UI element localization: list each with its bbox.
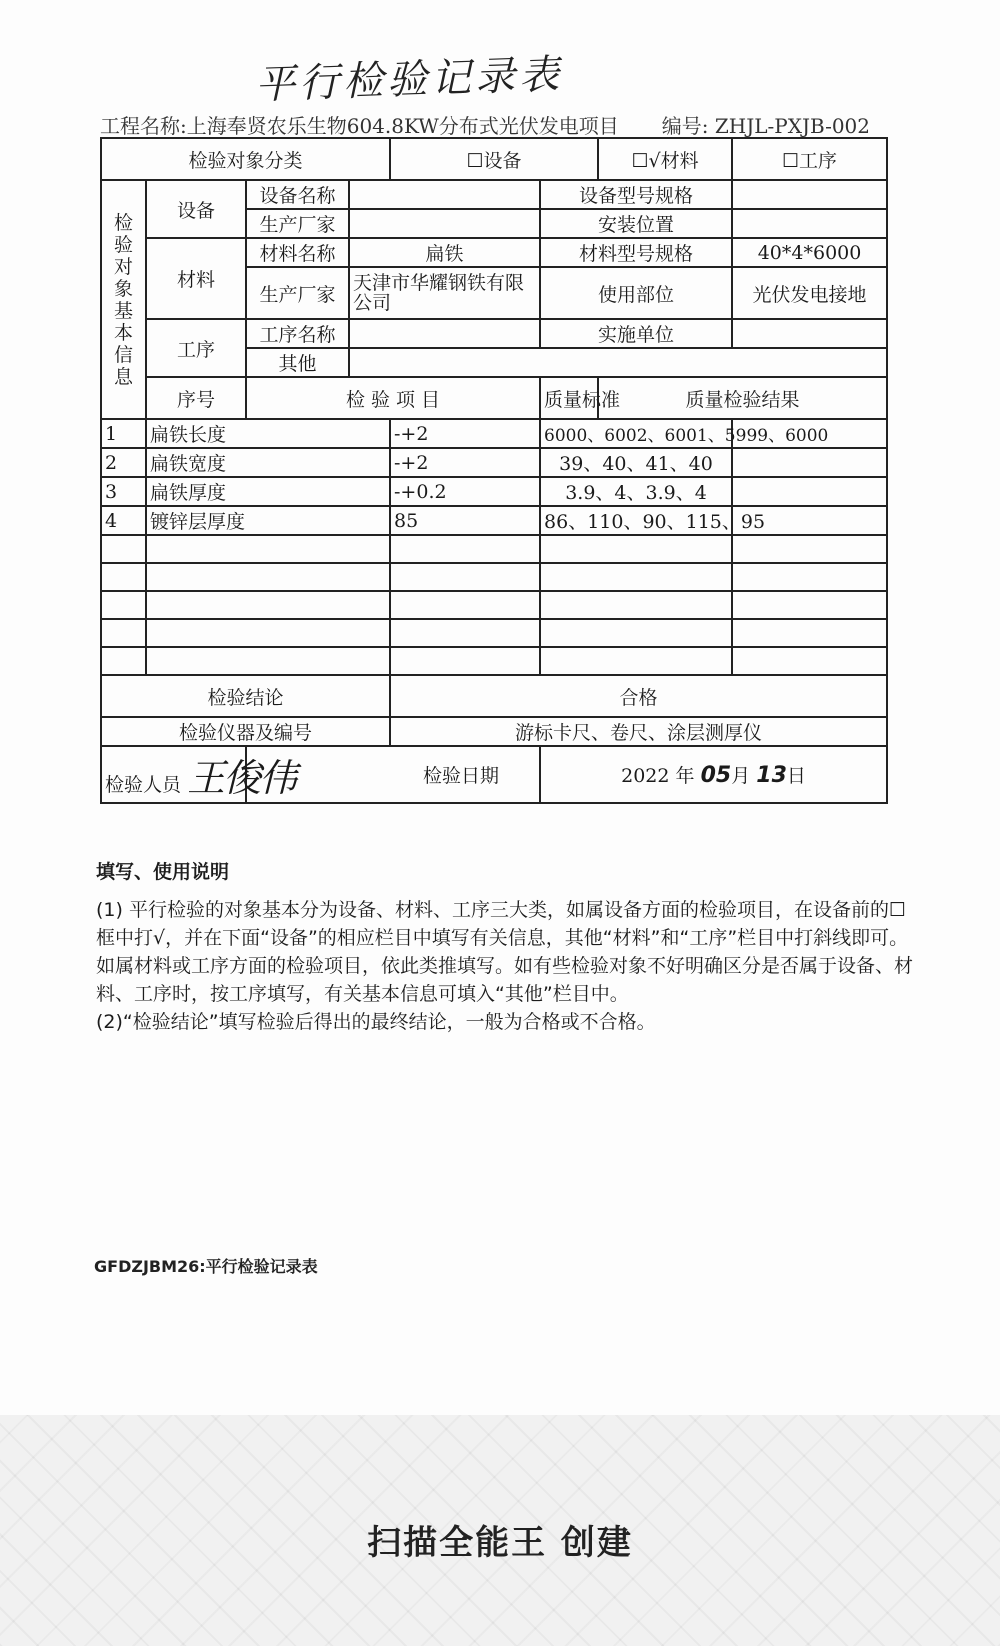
row-no: 1: [101, 419, 146, 448]
device-location-value: [732, 209, 887, 238]
usage-notes: [96, 858, 916, 1036]
instruments-label: 检验仪器及编号: [101, 717, 390, 746]
date-day-unit: 日: [786, 765, 806, 787]
row-no: 3: [101, 477, 146, 506]
empty-row: [101, 535, 887, 563]
date-year: 2022 年: [621, 765, 695, 787]
device-model-value: [732, 180, 887, 209]
row-result: 3.9、4、3.9、4: [540, 477, 732, 506]
project-name: 工程名称:上海奉贤农乐生物604.8KW分布式光伏发电项目: [100, 114, 619, 138]
row-standard: -+2: [390, 419, 540, 448]
empty-row: [101, 563, 887, 591]
scanner-footer: [0, 1415, 1000, 1646]
date-label: 检验日期: [246, 746, 540, 803]
row-remark: [732, 448, 887, 477]
device-name-label: 设备名称: [246, 180, 349, 209]
material-part-value: 光伏发电接地: [732, 267, 887, 319]
note-1: (1) 平行检验的对象基本分为设备、材料、工序三大类，如属设备方面的检验项目，在设备前的☐框中打√，并在下面“设备”的相应栏目中填写有关信息，其他“材料”和“工序”栏目中打斜线即可。如属材料或工序方面的检验项目，依此类推填写。如有些检验对象不好明确区分是否属于设备、材料、工序时，按工序填写，有关基本信息可填入“其他”栏目中。: [96, 899, 914, 1005]
row-item: 扁铁厚度: [146, 477, 390, 506]
device-location-label: 安装位置: [540, 209, 732, 238]
date-day: 13: [756, 763, 787, 788]
other-value: [349, 348, 887, 377]
row-no: 4: [101, 506, 146, 535]
inspector-signature: 王俊伟: [187, 756, 296, 800]
device-maker-label: 生产厂家: [246, 209, 349, 238]
empty-row: [101, 619, 887, 647]
table-row: [101, 419, 887, 448]
row-standard: 85: [390, 506, 540, 535]
category-label: 检验对象分类: [101, 138, 390, 180]
empty-row: [101, 591, 887, 619]
option-material: ☐√材料: [598, 138, 732, 180]
process-unit-value: [732, 319, 887, 348]
inspection-table: [100, 137, 888, 804]
form-number: 编号: ZHJL-PXJB-002: [661, 114, 870, 138]
conclusion-label: 检验结论: [101, 675, 390, 717]
row-item: 镀锌层厚度: [146, 506, 390, 535]
header-item: 检 验 项 目: [246, 377, 540, 419]
material-name-value: 扁铁: [349, 238, 540, 267]
inspector-cell: [101, 746, 296, 803]
row-item: 扁铁长度: [146, 419, 390, 448]
header-standard: 质量标准: [540, 377, 598, 419]
row-result: 39、40、41、40: [540, 448, 732, 477]
form-code: GFDZJBM26:平行检验记录表: [94, 1257, 318, 1276]
option-process: ☐工序: [732, 138, 887, 180]
device-model-label: 设备型号规格: [540, 180, 732, 209]
row-item: 扁铁宽度: [146, 448, 390, 477]
notes-heading: 填写、使用说明: [96, 861, 230, 883]
header-no: 序号: [146, 377, 246, 419]
row-result: 6000、6002、6001、5999、6000: [540, 419, 732, 448]
table-row: [101, 448, 887, 477]
process-group-label: 工序: [146, 319, 246, 377]
table-row: [101, 477, 887, 506]
conclusion-value: 合格: [390, 675, 887, 717]
device-group-label: 设备: [146, 180, 246, 238]
process-name-value: [349, 319, 540, 348]
empty-row: [101, 647, 887, 675]
material-part-label: 使用部位: [540, 267, 732, 319]
footer-brand: 扫描全能王 创建: [367, 1523, 633, 1563]
process-unit-label: 实施单位: [540, 319, 732, 348]
row-remark: [732, 477, 887, 506]
project-line: [100, 110, 870, 139]
material-name-label: 材料名称: [246, 238, 349, 267]
table-row: [101, 506, 887, 535]
material-maker-label: 生产厂家: [246, 267, 349, 319]
device-name-value: [349, 180, 540, 209]
row-no: 2: [101, 448, 146, 477]
device-maker-value: [349, 209, 540, 238]
header-result: 质量检验结果: [598, 377, 887, 419]
row-standard: -+0.2: [390, 477, 540, 506]
material-model-label: 材料型号规格: [540, 238, 732, 267]
other-label: 其他: [246, 348, 349, 377]
date-month: 05: [700, 763, 732, 788]
row-result: 86、110、90、115、95: [540, 506, 732, 535]
date-month-unit: 月: [731, 765, 751, 787]
row-standard: -+2: [390, 448, 540, 477]
material-group-label: 材料: [146, 238, 246, 319]
process-name-label: 工序名称: [246, 319, 349, 348]
material-model-value: 40*4*6000: [732, 238, 887, 267]
instruments-value: 游标卡尺、卷尺、涂层测厚仪: [390, 717, 887, 746]
option-device: ☐设备: [390, 138, 598, 180]
material-maker-value: 天津市华耀钢铁有限公司: [349, 267, 540, 319]
inspector-label: 检验人员: [105, 774, 182, 796]
basic-info-label: 检验对象基本信息: [101, 180, 146, 419]
note-2: (2)“检验结论”填写检验后得出的最终结论，一般为合格或不合格。: [96, 1011, 656, 1033]
date-value: [540, 746, 887, 803]
form-title: 平行检验记录表: [254, 51, 564, 109]
